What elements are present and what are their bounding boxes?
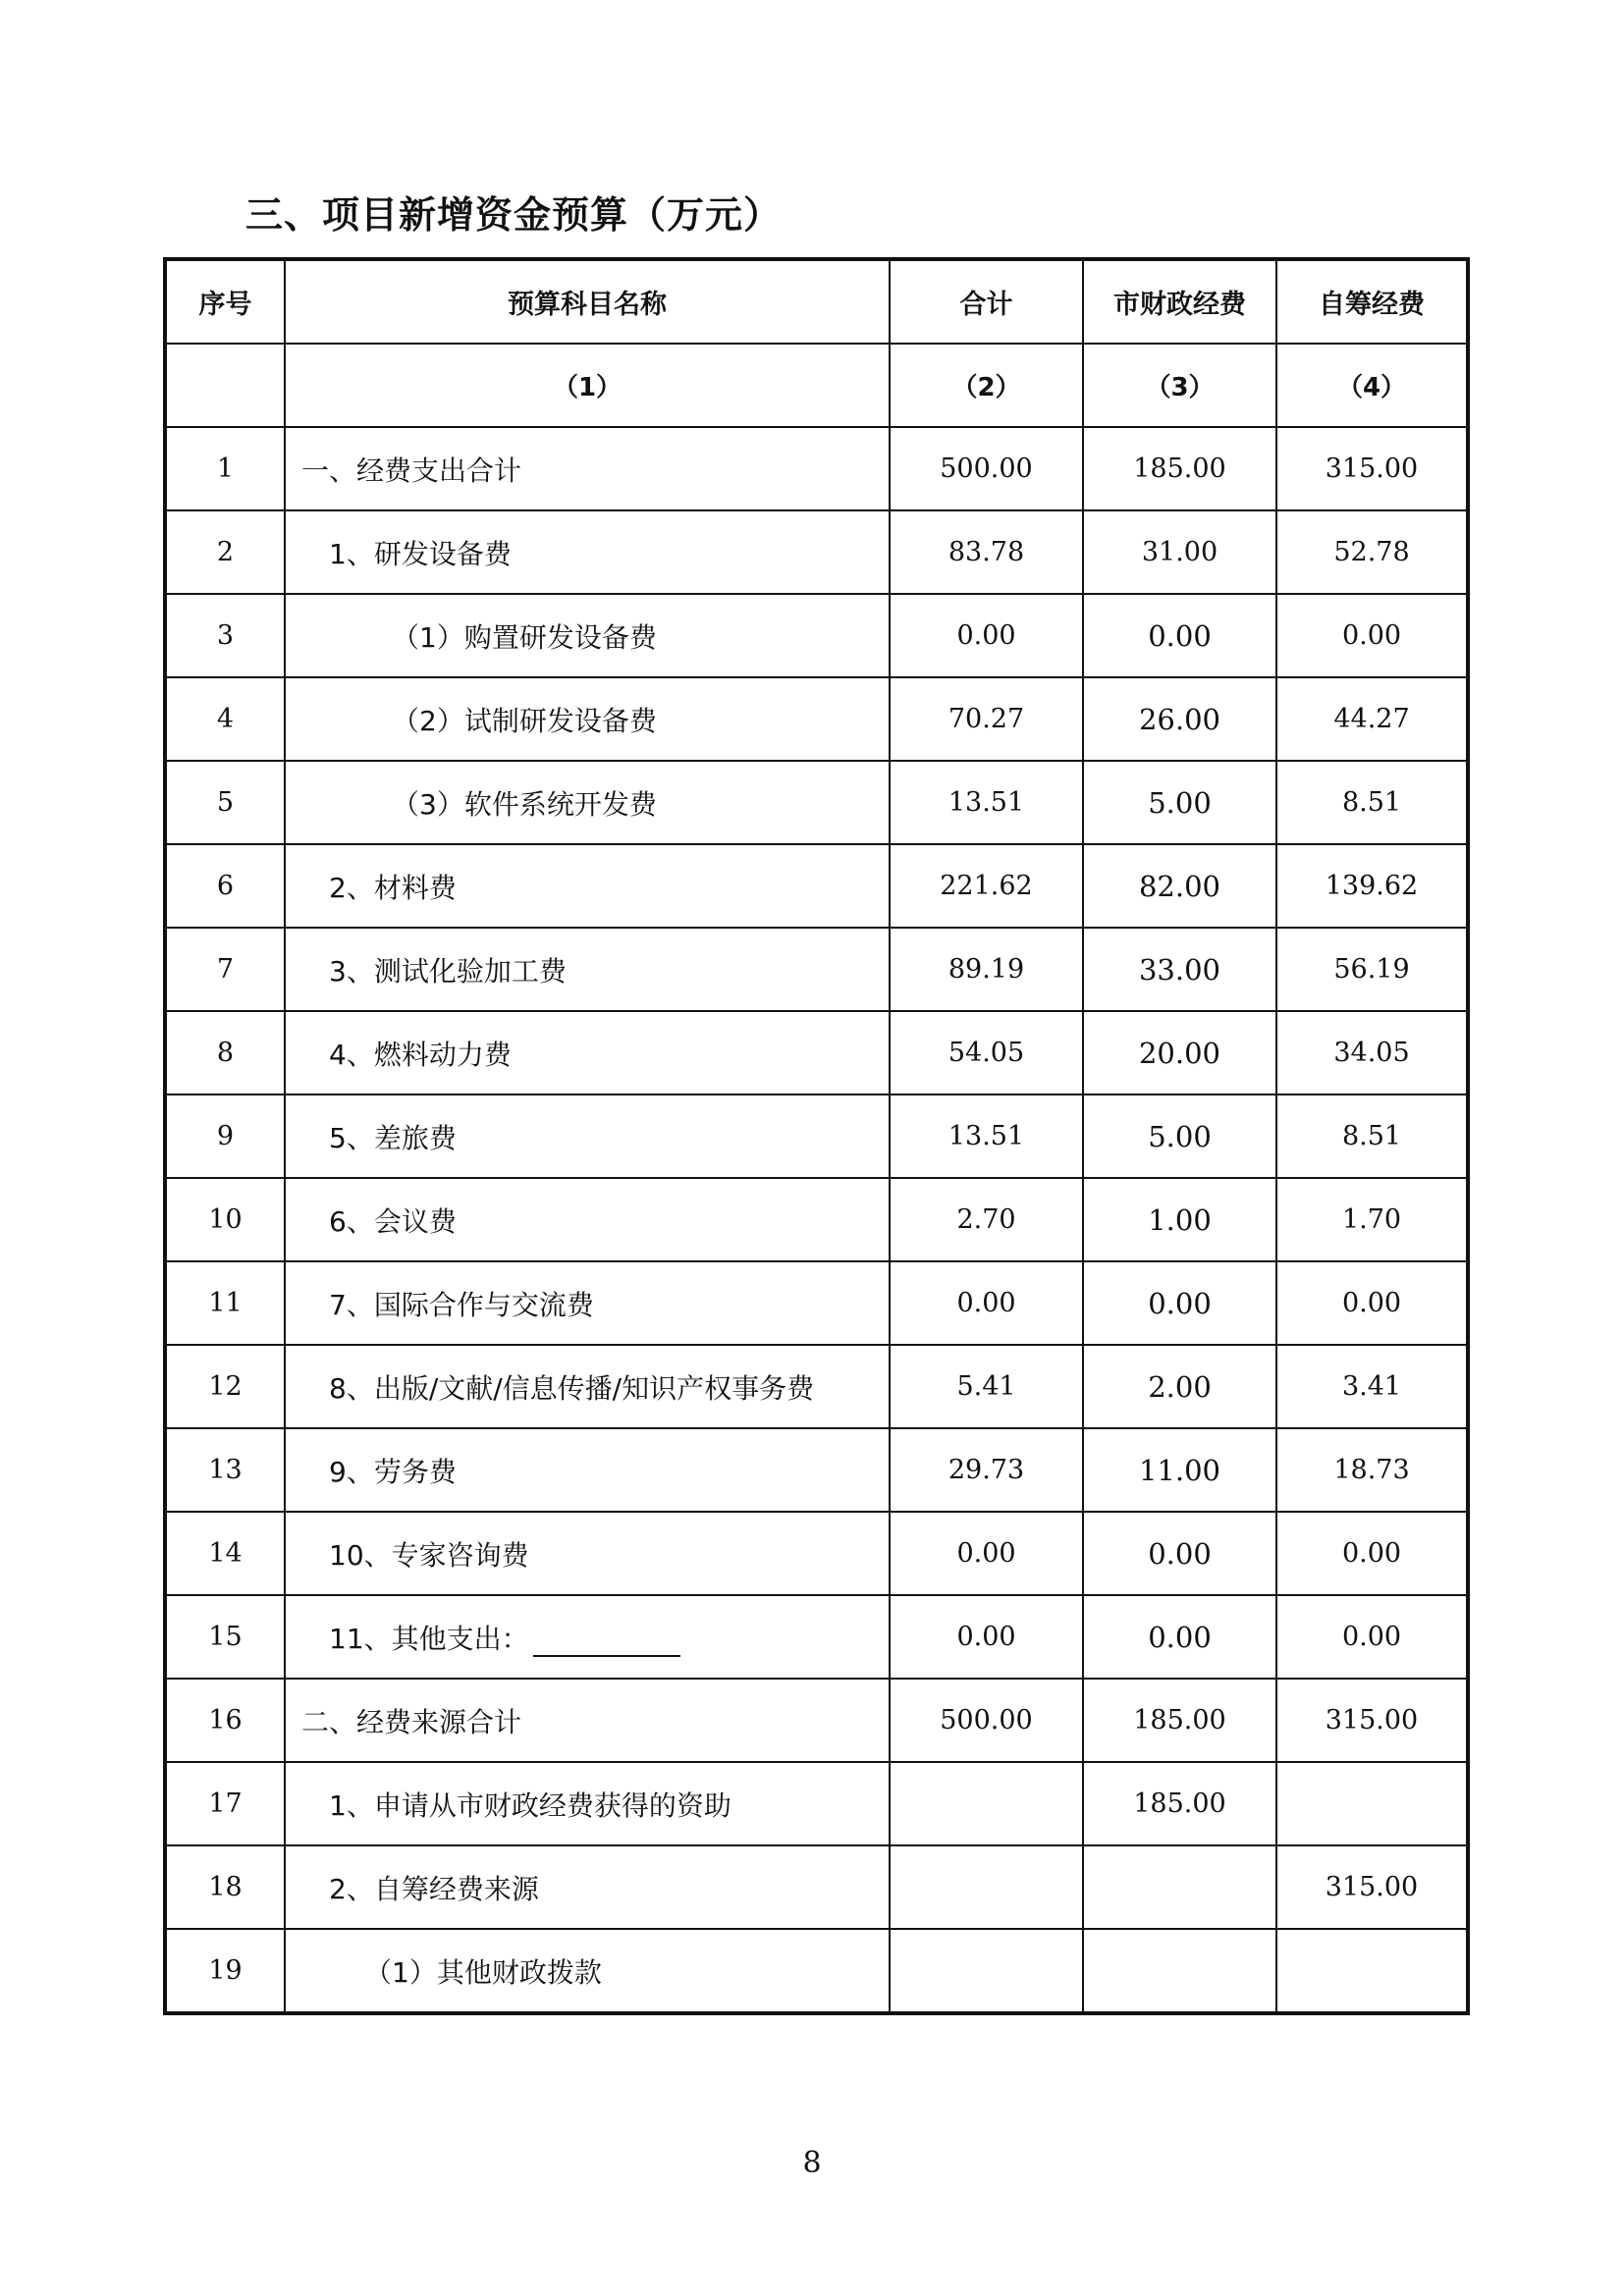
table-row — [165, 1428, 1468, 1512]
header-seq: 序号 — [165, 259, 285, 344]
row-city-funds: 82.00 — [1083, 844, 1276, 928]
row-seq: 14 — [165, 1512, 285, 1595]
row-city-funds: 5.00 — [1083, 1095, 1276, 1178]
row-total: 0.00 — [890, 1595, 1083, 1679]
row-name: 5、差旅费 — [285, 1095, 890, 1178]
column-number-row — [165, 344, 1468, 427]
row-seq: 8 — [165, 1011, 285, 1095]
row-seq: 9 — [165, 1095, 285, 1178]
row-self-funds: 44.27 — [1276, 677, 1468, 761]
row-city-funds: 26.00 — [1083, 677, 1276, 761]
table-row — [165, 1595, 1468, 1679]
row-name: 6、会议费 — [285, 1178, 890, 1261]
table-header-row — [165, 259, 1468, 344]
row-total: 13.51 — [890, 1095, 1083, 1178]
row-seq: 7 — [165, 928, 285, 1011]
row-city-funds: 0.00 — [1083, 1261, 1276, 1345]
row-city-funds: 31.00 — [1083, 510, 1276, 594]
column-number-self: （4） — [1276, 344, 1468, 427]
row-self-funds: 1.70 — [1276, 1178, 1468, 1261]
row-name: 3、测试化验加工费 — [285, 928, 890, 1011]
fill-in-blank-line — [533, 1629, 680, 1657]
row-total: 500.00 — [890, 1679, 1083, 1762]
table-row — [165, 1762, 1468, 1845]
row-city-funds: 0.00 — [1083, 1512, 1276, 1595]
row-total: 5.41 — [890, 1345, 1083, 1428]
row-name-text: 11、其他支出： — [329, 1622, 529, 1655]
row-self-funds: 56.19 — [1276, 928, 1468, 1011]
header-city-funds: 市财政经费 — [1083, 259, 1276, 344]
table-row — [165, 928, 1468, 1011]
row-total: 54.05 — [890, 1011, 1083, 1095]
row-self-funds: 8.51 — [1276, 1095, 1468, 1178]
row-seq: 18 — [165, 1845, 285, 1929]
row-self-funds — [1276, 1929, 1468, 2013]
table-row — [165, 510, 1468, 594]
table-row — [165, 1345, 1468, 1428]
row-total: 83.78 — [890, 510, 1083, 594]
table-row — [165, 1679, 1468, 1762]
row-city-funds: 2.00 — [1083, 1345, 1276, 1428]
row-city-funds: 0.00 — [1083, 1595, 1276, 1679]
row-name: （3）软件系统开发费 — [285, 761, 890, 844]
row-name: 9、劳务费 — [285, 1428, 890, 1512]
row-city-funds: 185.00 — [1083, 1679, 1276, 1762]
table-row — [165, 1929, 1468, 2013]
row-self-funds: 315.00 — [1276, 427, 1468, 510]
row-self-funds: 315.00 — [1276, 1845, 1468, 1929]
row-seq: 10 — [165, 1178, 285, 1261]
row-name: 1、申请从市财政经费获得的资助 — [285, 1762, 890, 1845]
row-total: 221.62 — [890, 844, 1083, 928]
row-name: 二、经费来源合计 — [285, 1679, 890, 1762]
row-self-funds: 139.62 — [1276, 844, 1468, 928]
table-row — [165, 1011, 1468, 1095]
table-row — [165, 1845, 1468, 1929]
header-total: 合计 — [890, 259, 1083, 344]
table-row — [165, 1261, 1468, 1345]
row-total: 89.19 — [890, 928, 1083, 1011]
row-self-funds: 8.51 — [1276, 761, 1468, 844]
row-self-funds: 52.78 — [1276, 510, 1468, 594]
row-name: 1、研发设备费 — [285, 510, 890, 594]
row-seq: 11 — [165, 1261, 285, 1345]
table-row — [165, 677, 1468, 761]
row-name: 10、专家咨询费 — [285, 1512, 890, 1595]
row-city-funds: 0.00 — [1083, 594, 1276, 677]
row-city-funds: 20.00 — [1083, 1011, 1276, 1095]
row-seq: 6 — [165, 844, 285, 928]
row-self-funds: 3.41 — [1276, 1345, 1468, 1428]
column-number-name: （1） — [285, 344, 890, 427]
row-city-funds: 5.00 — [1083, 761, 1276, 844]
row-self-funds — [1276, 1762, 1468, 1845]
row-total — [890, 1929, 1083, 2013]
row-self-funds: 315.00 — [1276, 1679, 1468, 1762]
row-total: 0.00 — [890, 1512, 1083, 1595]
row-name: 2、自筹经费来源 — [285, 1845, 890, 1929]
column-number-city: （3） — [1083, 344, 1276, 427]
row-name: （2）试制研发设备费 — [285, 677, 890, 761]
row-self-funds: 0.00 — [1276, 1595, 1468, 1679]
row-seq: 3 — [165, 594, 285, 677]
row-city-funds: 185.00 — [1083, 1762, 1276, 1845]
row-seq: 15 — [165, 1595, 285, 1679]
row-city-funds — [1083, 1929, 1276, 2013]
header-self-funds: 自筹经费 — [1276, 259, 1468, 344]
row-self-funds: 18.73 — [1276, 1428, 1468, 1512]
header-name: 预算科目名称 — [285, 259, 890, 344]
page-number: 8 — [802, 2146, 822, 2180]
row-total: 500.00 — [890, 427, 1083, 510]
row-total: 0.00 — [890, 594, 1083, 677]
row-total: 2.70 — [890, 1178, 1083, 1261]
row-name: 一、经费支出合计 — [285, 427, 890, 510]
table-row — [165, 761, 1468, 844]
table-row — [165, 1512, 1468, 1595]
row-total: 0.00 — [890, 1261, 1083, 1345]
row-seq: 12 — [165, 1345, 285, 1428]
row-city-funds: 185.00 — [1083, 427, 1276, 510]
row-seq: 16 — [165, 1679, 285, 1762]
row-name: 7、国际合作与交流费 — [285, 1261, 890, 1345]
row-city-funds: 33.00 — [1083, 928, 1276, 1011]
row-city-funds — [1083, 1845, 1276, 1929]
row-total: 70.27 — [890, 677, 1083, 761]
row-name: 8、出版/文献/信息传播/知识产权事务费 — [285, 1345, 890, 1428]
row-seq: 17 — [165, 1762, 285, 1845]
table-row — [165, 1095, 1468, 1178]
table-row — [165, 1178, 1468, 1261]
row-name: 2、材料费 — [285, 844, 890, 928]
row-self-funds: 0.00 — [1276, 1512, 1468, 1595]
page-title: 三、项目新增资金预算（万元） — [245, 193, 783, 237]
row-city-funds: 1.00 — [1083, 1178, 1276, 1261]
row-seq: 2 — [165, 510, 285, 594]
budget-table — [163, 257, 1470, 2015]
row-total: 29.73 — [890, 1428, 1083, 1512]
row-name — [285, 1595, 890, 1679]
column-number-seq — [165, 344, 285, 427]
row-name: （1）其他财政拨款 — [285, 1929, 890, 2013]
row-self-funds: 0.00 — [1276, 1261, 1468, 1345]
row-seq: 4 — [165, 677, 285, 761]
row-total — [890, 1762, 1083, 1845]
table-row — [165, 594, 1468, 677]
row-self-funds: 34.05 — [1276, 1011, 1468, 1095]
row-seq: 1 — [165, 427, 285, 510]
row-city-funds: 11.00 — [1083, 1428, 1276, 1512]
row-self-funds: 0.00 — [1276, 594, 1468, 677]
row-seq: 13 — [165, 1428, 285, 1512]
row-total: 13.51 — [890, 761, 1083, 844]
table-row — [165, 427, 1468, 510]
row-total — [890, 1845, 1083, 1929]
column-number-total: （2） — [890, 344, 1083, 427]
row-name: （1）购置研发设备费 — [285, 594, 890, 677]
row-seq: 19 — [165, 1929, 285, 2013]
table-row — [165, 844, 1468, 928]
row-seq: 5 — [165, 761, 285, 844]
row-name: 4、燃料动力费 — [285, 1011, 890, 1095]
